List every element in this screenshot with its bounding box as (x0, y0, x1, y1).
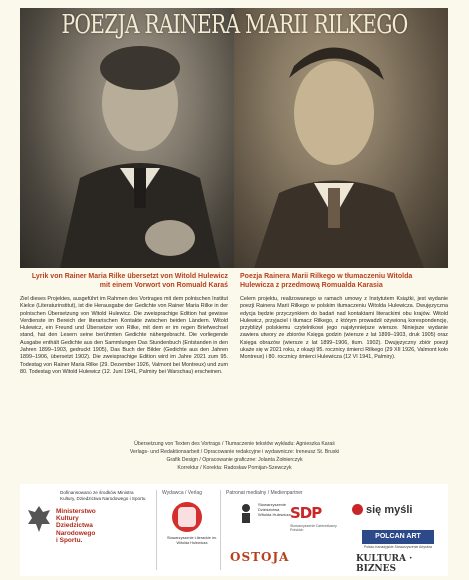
siemysli-dot-icon (352, 504, 363, 515)
ministry-logo (56, 508, 104, 544)
photo-hulewicz (234, 8, 448, 268)
stowarzyszenie-text: Stowarzyszenie Dziedzictwa Witolda Hulewicza (258, 502, 291, 517)
siemysli-text: się myśli (366, 504, 413, 516)
credits (40, 440, 429, 472)
credit-line: Übersetzung von Texten des Vortrags / Tłumaczenie tekstów wykładu: Agnieszka Karaś (134, 441, 335, 447)
subtitle-german: Lyrik von Rainer Maria Rilke übersetzt von Witold Hulewicz mit einem Vorwort von Romuald Karaś (31, 273, 228, 289)
portrait-photos (20, 8, 448, 268)
ministry-note: Dofinansowano ze środków Ministra Kultury, Dziedzictwa Narodowego i Sportu (60, 490, 146, 501)
stowarzyszenie-icon (238, 502, 254, 524)
sdp-subtitle: Stowarzyszenie Dziennikarzy Polskich (290, 524, 337, 533)
body-german: Ziel dieses Projektes, ausgeführt im Rahmen des Vortrages mit dem polnischen Institut Kielce (Literaturinstitut), ist die Herausgabe der Gedichte von Rainer Maria Rilke in der polnischen Übersetzung von Witold Hulewicz. Die zweisprachige Edition hat gewisse Verdienste im Bereich der literarischen Kontakte zwischen beiden Ländern. Witold Hulewicz, ein Freund und Übersetzer von Rilke, mit dem er im regen Briefwechsel stand, hat den Lesern seine berühmten Gedichte nähergebracht. Die vorliegende Ausgabe enthält Gedichte aus den Sammlungen Das Stundenbuch (Entstanden in den Jahren 1899–1903, gedruckt 1905), Das Buch der Bilder (Gedichte aus den Jahren 1899–1906, übersetzt 1902). Die zweisprachige Edition wird im Jahre 2021 zum 95. Todestag von Rainer Maria Rilke (29. Dezember 1926, Valmont bei Montreux) und zum 80. Todestag von Witold Hulewicz (12. Juni 1941, Palmiry bei Warschau) erscheinen. (20, 296, 228, 375)
publisher-name: Stowarzyszenie Literackie im. Witolda Hulewicza (166, 536, 217, 545)
body-polish: Celem projektu, realizowanego w ramach umowy z Instytutem Książki, jest wydanie poezji Rainera Marii Rilkego w polskim tłumaczeniu Witolda Hulewicza. Dwujęzyczna edycja będzie przyczynkiem do badań nad kontaktami literackimi obu krajów. Witold Hulewicz, przyjaciel i tłumacz Rilkego, z którym prowadził ożywioną korespondencję, przybliżył polskiemu czytelnikowi jego najsłynniejsze wiersze. Niniejsze wydanie zawiera utwory ze zbiorów Księga godzin (wiersze z lat 1899–1903, druk 1905) oraz Księga obrazów (wiersze z lat 1899–1906, tłum. 1902). Dwujęzyczny zbiór poezji ukaże się w 2021 roku, z okazji 95. rocznicy śmierci Rilkego (29 XII 1926, Valmont koło Montreux) i 80. rocznicy śmierci Hulewicza (12 VI 1941, Palmiry). (240, 296, 448, 361)
publisher-seal-icon (172, 502, 202, 532)
rilke-portrait-illustration (20, 8, 234, 268)
polcan-logo: POLCAN ART (362, 530, 434, 544)
polcan-subtitle: Polsko-Kanadyjskie Stowarzyszenie Artystów (363, 545, 433, 549)
credit-line: Grafik Design / Opracowanie graficzne: Jolanta Żołnierczyk (166, 457, 303, 463)
photo-rilke (20, 8, 234, 268)
credit-line: Korrektur / Korekta: Radosław Pomijan-Szewczyk (177, 465, 292, 471)
sdp-logo: SDP (290, 504, 322, 522)
polish-eagle-icon (26, 504, 52, 534)
hulewicz-portrait-illustration (234, 8, 448, 268)
subtitles (20, 272, 448, 290)
divider (156, 490, 157, 570)
credit-line: Verlags- und Redaktionsarbeit / Opracowanie redakcyjne i wydawnicze: Ireneusz St. Bruski (129, 449, 340, 455)
ministry-line: Narodowego (56, 529, 96, 537)
ministry-line: Kultury (56, 515, 79, 523)
publisher-label: Wydawca / Verlag (162, 490, 202, 496)
logo-strip (20, 484, 448, 576)
divider (220, 490, 221, 570)
kultura-biznes-logo: KULTURA · BIZNES (356, 554, 413, 574)
media-label: Patronat medialny / Medienpartner (226, 490, 303, 496)
ostoja-logo: OSTOJA (230, 550, 290, 564)
ministry-line: Ministerstwo (56, 508, 96, 515)
subtitle-polish: Poezja Rainera Marii Rilkego w tłumaczeniu Witolda Hulewicza z przedmową Romualda Karasia (240, 273, 413, 289)
ministry-line: Dziedzictwa (56, 522, 93, 530)
page-title: POEZJA RAINERA MARII RILKEGO (61, 10, 408, 40)
body-text (20, 296, 448, 376)
siemysli-logo (366, 504, 412, 516)
ministry-line: i Sportu. (56, 536, 83, 544)
